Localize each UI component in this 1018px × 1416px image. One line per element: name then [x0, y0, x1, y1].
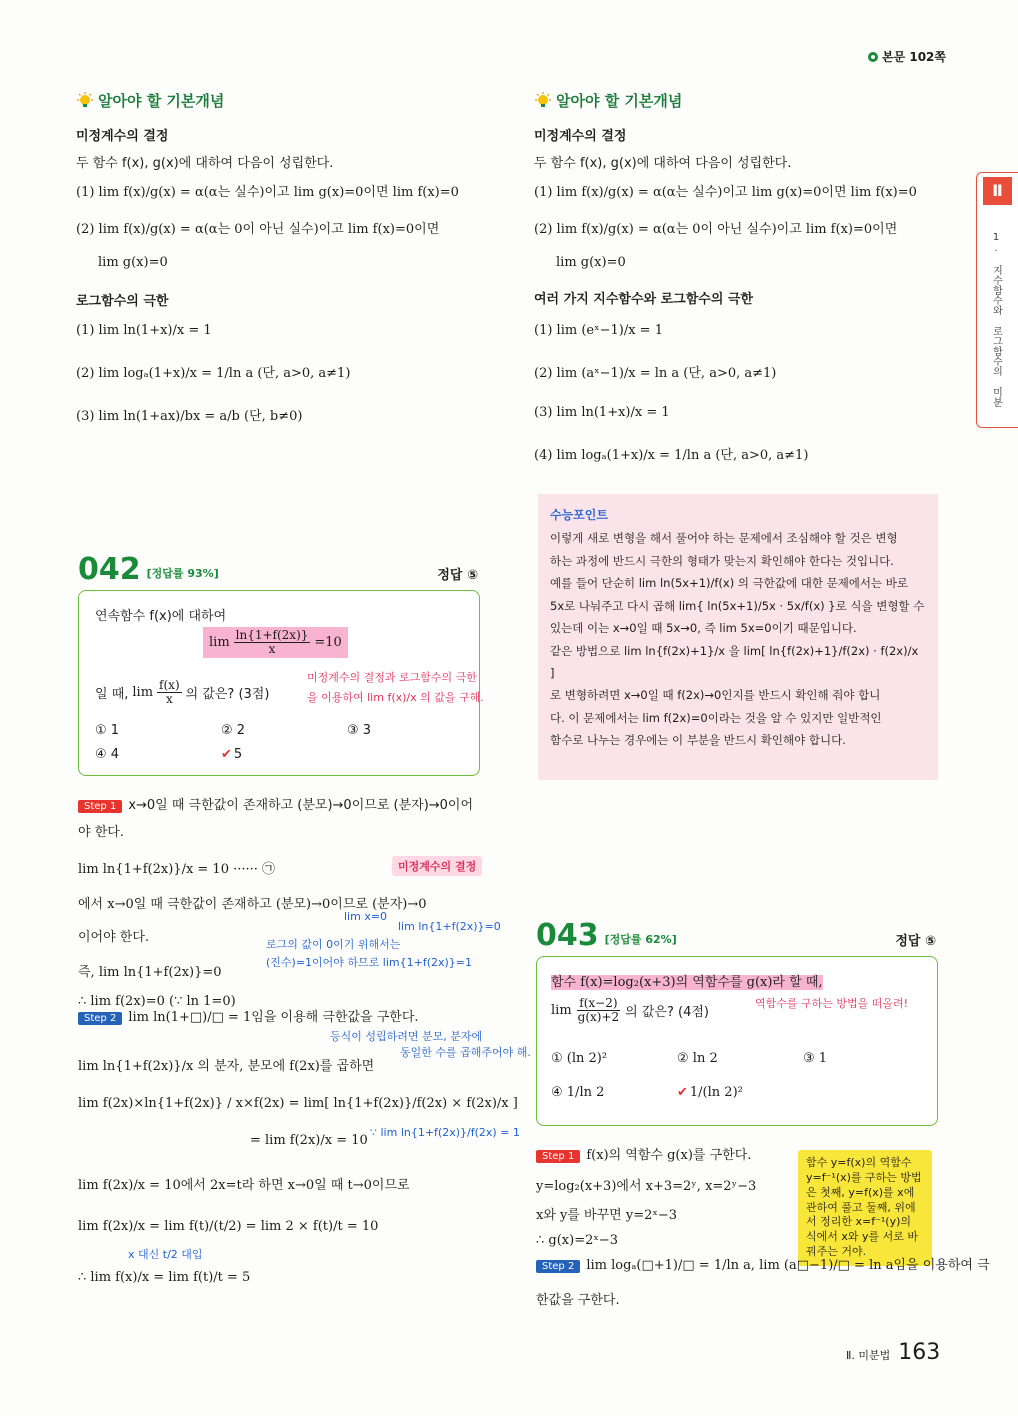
choice-4[interactable]: ④ 4: [95, 747, 120, 762]
concept-formula: (2) lim f(x)/g(x) = α(α는 0이 아닌 실수)이고 lim f(x)=0이면: [76, 222, 440, 237]
step-badge: Step 1: [536, 1150, 580, 1163]
concept-formula: (1) lim ln(1+x)/x = 1: [76, 323, 212, 338]
checkmark-icon: ✔: [677, 1085, 688, 1100]
left-concept-section: [76, 90, 496, 424]
page-number: 163: [898, 1340, 941, 1365]
answer-label: 정답 ⑤: [437, 568, 478, 583]
hint-annotation: 미정계수의 결정과 로그함수의 극한: [307, 671, 477, 684]
solution-text: 야 한다.: [78, 825, 124, 840]
concept-formula: lim g(x)=0: [556, 255, 626, 270]
solution-equation: lim f(2x)×ln{1+f(2x)} / x×f(2x) = lim[ ln{1+f(2x)}/f(2x) × f(2x)/x ]: [78, 1096, 518, 1111]
problem-question: 일 때, lim $\frac{f(x)}{x}$ 의 값은? (3점): [95, 678, 270, 707]
tip-text: 같은 방법으로 lim ln{f(2x)+1}/x 을 lim[ ln{f(2x)+1}/f(2x) · f(2x)/x ]: [550, 643, 919, 680]
tip-note: 함수 y=f(x)의 역함수 y=f⁻¹(x)를 구하는 방법은 첫째, y=f(x)를 x에 관하여 풀고 둘째, 위에서 정리한 x=f⁻¹(y)의 식에서 x와 y를 서로 바꿔주는 거야.: [798, 1150, 932, 1266]
problem-042-step2: Step 2 lim ln(1+□)/□ = 1임을 이용해 극한값을 구한다. lim ln{1+f(2x)}/x 의 분자, 분모에 f(2x)를 곱하면 lim f(2x)×ln{1+f(2x)} / x×f(2x) = lim[ ln{1+f(2x)}/f(2x) × f(2x)/x ] = lim f(2x)/x = 10 lim f(2x)/x = 10에서 2x=t라 하면 x→0일 때 t→0이므로 lim f(2x)/x = lim f(t)/(t/2) = lim 2 × f(t)/t = 10 ∴ lim f(x)/x = lim f(t)/t = 5: [78, 1006, 528, 1285]
chapter-number: Ⅱ: [983, 177, 1012, 205]
solution-equation: 이어야 한다.: [78, 930, 150, 945]
solution-equation: lim f(2x)/x = lim f(t)/(t/2) = lim 2 × f(t)/t = 10: [78, 1219, 379, 1234]
concept-formula: (1) lim (eˣ−1)/x = 1: [534, 323, 663, 338]
hint-annotation: 을 이용하여 lim f(x)/x 의 값을 구해.: [307, 691, 484, 704]
annotation: lim ln{1+f(2x)}=0: [398, 920, 501, 933]
concept-formula: (3) lim ln(1+x)/x = 1: [534, 405, 670, 420]
annotation: 동일한 수를 곱해주어야 해.: [400, 1046, 531, 1059]
annotation: lim x=0: [344, 910, 388, 923]
given-condition: lim $\frac{\ln\{1+f(2x)\}}{x}$ =10: [203, 627, 348, 658]
lightbulb-icon: [76, 92, 94, 110]
circle-icon: [868, 52, 878, 62]
solution-equation: lim ln{1+f(2x)}/x = 10 ······ ㉠: [78, 862, 276, 877]
section-title: 미정계수의 결정: [534, 129, 627, 144]
answer-label: 정답 ⑤: [895, 934, 936, 949]
checkmark-icon: ✔: [221, 747, 232, 762]
solution-equation: ∴ lim f(2x)=0 (∵ ln 1=0): [78, 994, 236, 1009]
tip-text: 하는 과정에 반드시 극한의 형태가 맞는지 확인해야 한다는 것입니다.: [550, 553, 894, 568]
choice-4[interactable]: ④ 1/ln 2: [551, 1085, 605, 1100]
chapter-side-tab: [976, 172, 1018, 428]
concept-formula: (3) lim ln(1+ax)/bx = a/b (단, b≠0): [76, 409, 303, 424]
tip-text: 다. 이 문제에서는 lim f(2x)=0이라는 것을 알 수 있지만 일반적인: [550, 710, 882, 725]
choice-2[interactable]: ② ln 2: [677, 1051, 718, 1066]
choice-3[interactable]: ③ 1: [803, 1051, 828, 1066]
concept-tag: 미정계수의 결정: [392, 856, 482, 876]
solution-equation: ∴ lim f(x)/x = lim f(t)/t = 5: [78, 1270, 251, 1285]
problem-stem: 함수 f(x)=log₂(x+3)의 역함수를 g(x)라 할 때,: [551, 975, 823, 990]
solution-equation: 즉, lim ln{1+f(2x)}=0: [78, 965, 222, 980]
problem-042-solution: Step 1 x→0일 때 극한값이 존재하고 (분모)→0이므로 (분자)→0이어 야 한다. lim ln{1+f(2x)}/x = 10 ······ ㉠ 에서 x→0일 때 극한값이 존재하고 (분모)→0이므로 (분자)→0 이어야 한다. 즉, lim ln{1+f(2x)}=0 ∴ lim f(2x)=0 (∵ ln 1=0): [78, 794, 518, 1009]
annotation: x 대신 t/2 대입: [128, 1248, 203, 1261]
right-concept-section: [534, 90, 954, 463]
problem-043-box: [536, 956, 938, 1126]
page-footer: [846, 1340, 940, 1365]
concept-formula: (2) lim f(x)/g(x) = α(α는 0이 아닌 실수)이고 lim f(x)=0이면: [534, 222, 898, 237]
tip-title: 수능포인트: [550, 508, 608, 522]
annotation: ∵ lim ln{1+f(2x)}/f(2x) = 1: [370, 1126, 520, 1139]
tip-text: 있는데 이는 x→0일 때 5x→0, 즉 lim 5x=0이기 때문입니다.: [550, 621, 857, 636]
choice-1[interactable]: ① 1: [95, 723, 120, 738]
chapter-label: 1. 지수함수와 로그함수의 미분: [990, 231, 1002, 407]
problem-number: 042: [78, 552, 141, 587]
problem-number: 043: [536, 918, 599, 953]
tip-text: 로 변형하려면 x→0일 때 f(2x)→0인지를 반드시 확인해 줘야 합니: [550, 688, 881, 703]
choice-5-correct[interactable]: ✔ 1/(ln 2)²: [677, 1085, 743, 1100]
correct-rate: [정답률 93%]: [146, 567, 219, 580]
problem-042-box: [78, 590, 484, 776]
annotation: 로그의 값이 0이기 위해서는: [266, 938, 401, 951]
concept-title: 알아야 할 기본개념: [534, 90, 954, 111]
concept-title: 알아야 할 기본개념: [76, 90, 496, 111]
problem-043-solution: Step 1 f(x)의 역함수 g(x)를 구한다. y=log₂(x+3)에서 x+3=2ʸ, x=2ʸ−3 x와 y를 바꾸면 y=2ˣ−3 ∴ g(x)=2ˣ−3: [536, 1144, 796, 1248]
tip-panel: [538, 494, 938, 780]
solution-equation: x와 y를 바꾸면 y=2ˣ−3: [536, 1208, 678, 1223]
tip-text: 예를 들어 단순히 lim ln(5x+1)/f(x) 의 극한값에 대한 문제에서는 바로: [550, 576, 909, 591]
section-title: 로그함수의 극한: [76, 294, 169, 309]
choice-3[interactable]: ③ 3: [347, 723, 372, 738]
solution-text: 한값을 구한다.: [536, 1293, 620, 1308]
hint-annotation: 역함수를 구하는 방법을 떠올려!: [755, 997, 909, 1010]
problem-question: lim $\frac{f(x-2)}{g(x)+2}$ 의 값은? (4점): [551, 996, 709, 1025]
page-reference: 본문 102쪽: [868, 48, 946, 65]
concept-formula: (1) lim f(x)/g(x) = α(α는 실수)이고 lim g(x)=0이면 lim f(x)=0: [534, 185, 917, 200]
correct-rate: [정답률 62%]: [604, 933, 677, 946]
solution-equation: = lim f(2x)/x = 10: [250, 1133, 368, 1148]
concept-formula: (2) lim (aˣ−1)/x = ln a (단, a>0, a≠1): [534, 366, 777, 381]
tip-text: 5x로 나눠주고 다시 곱해 lim{ ln(5x+1)/5x · 5x/f(x) }로 식을 변형할 수: [550, 598, 925, 613]
solution-equation: lim f(2x)/x = 10에서 2x=t라 하면 x→0일 때 t→0이므로: [78, 1178, 410, 1193]
problem-stem: 연속함수 f(x)에 대하여: [95, 609, 227, 624]
concept-formula: lim g(x)=0: [98, 255, 168, 270]
solution-equation: 에서 x→0일 때 극한값이 존재하고 (분모)→0이므로 (분자)→0: [78, 897, 427, 912]
concept-formula: (2) lim logₐ(1+x)/x = 1/ln a (단, a>0, a≠1): [76, 366, 351, 381]
annotation: (진수)=1이어야 하므로 lim{1+f(2x)}=1: [266, 956, 473, 969]
concept-intro: 두 함수 f(x), g(x)에 대하여 다음이 성립한다.: [76, 156, 334, 171]
solution-equation: lim ln{1+f(2x)}/x 의 분자, 분모에 f(2x)를 곱하면: [78, 1059, 375, 1074]
solution-equation: y=log₂(x+3)에서 x+3=2ʸ, x=2ʸ−3: [536, 1179, 757, 1194]
tip-text: 함수로 나누는 경우에는 이 부분을 반드시 확인해야 합니다.: [550, 733, 846, 748]
concept-formula: (1) lim f(x)/g(x) = α(α는 실수)이고 lim g(x)=0이면 lim f(x)=0: [76, 185, 459, 200]
problem-043-header: [536, 918, 936, 953]
choice-2[interactable]: ② 2: [221, 723, 246, 738]
chapter-label: Ⅱ. 미분법: [846, 1349, 891, 1362]
tip-text: 이렇게 새로 변형을 해서 풀어야 하는 문제에서 조심해야 할 것은 변형: [550, 531, 898, 546]
concept-formula: (4) lim logₐ(1+x)/x = 1/ln a (단, a>0, a≠1): [534, 448, 809, 463]
step-badge: Step 2: [536, 1260, 580, 1273]
choice-5-correct[interactable]: ✔ 5: [221, 747, 243, 762]
solution-equation: ∴ g(x)=2ˣ−3: [536, 1233, 619, 1248]
problem-043-step2: Step 2 lim logₐ(□+1)/□ = 1/ln a, lim (a□−1)/□ = ln a임을 이용하여 극 한값을 구한다.: [536, 1258, 990, 1308]
problem-042-header: [78, 552, 478, 587]
step-badge: Step 1: [78, 800, 122, 813]
section-title: 미정계수의 결정: [76, 129, 169, 144]
section-title: 여러 가지 지수함수와 로그함수의 극한: [534, 292, 754, 307]
concept-intro: 두 함수 f(x), g(x)에 대하여 다음이 성립한다.: [534, 156, 792, 171]
lightbulb-icon: [534, 92, 552, 110]
step-badge: Step 2: [78, 1012, 122, 1025]
choice-1[interactable]: ① (ln 2)²: [551, 1051, 608, 1066]
annotation: 등식이 성립하려면 분모, 분자에: [330, 1030, 483, 1043]
